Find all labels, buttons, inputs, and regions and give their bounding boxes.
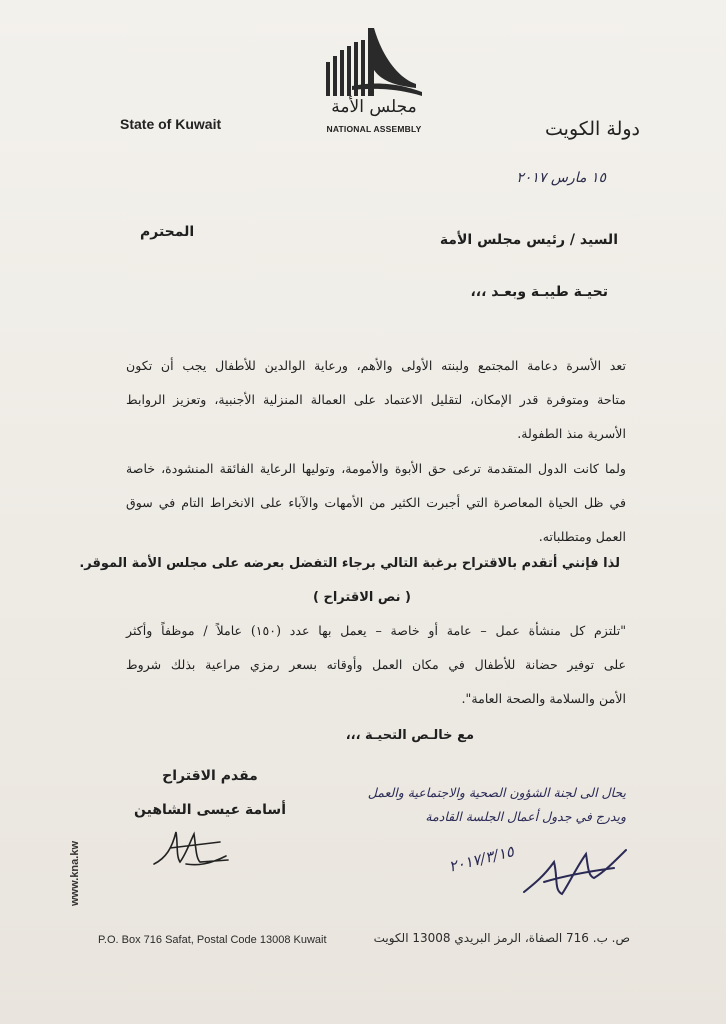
paragraph-2-line: ولما كانت الدول المتقدمة ترعى حق الأبوة والأمومة، وتوليها الرعاية الفائقة المنشودة، خاصة [126, 461, 626, 476]
footer-address-en: P.O. Box 716 Safat, Postal Code 13008 Kuwait [98, 934, 327, 946]
logo-english-text: NATIONAL ASSEMBLY [326, 124, 422, 134]
presenter-title: مقدم الاقتراح [162, 768, 258, 784]
presenter-name: أسامة عيسى الشاهين [134, 802, 286, 818]
respected-title: المحترم [140, 224, 195, 240]
letter-date: ١٥ مارس ٢٠١٧ [516, 170, 606, 186]
website-text: www.kna.kw [69, 840, 81, 906]
proposal-text [126, 614, 626, 716]
paragraph-1-line: تعد الأسرة دعامة المجتمع ولبنته الأولى والأهم، ورعاية الوالدين للأطفال يجب أن تكون [126, 358, 626, 373]
handwritten-date: ٢٠١٧/٣/١٥ [446, 842, 516, 876]
proposal-title: ( نص الاقتراح ) [313, 590, 411, 605]
speaker-signature [514, 832, 634, 904]
paragraph-2-line: في ظل الحياة المعاصرة التي أجبرت الكثير من الأمهات والآباء على الانخراط التام في سوق [126, 495, 626, 510]
proposal-text-line: الأمن والسلامة والصحة العامة". [461, 691, 626, 706]
proposal-request: لذا فإنني أتقدم بالاقتراح برغبة التالي برجاء التفضل بعرضه على مجلس الأمة الموقر. [79, 556, 620, 571]
handwritten-note-line: ويدرج في جدول أعمال الجلسة القادمة [425, 809, 626, 824]
paragraph-1-line: متاحة ومتوفرة قدر الإمكان، لتقليل الاعتماد على العمالة المنزلية الأجنبية، وتعزيز الروابط [126, 392, 626, 407]
paragraph-2-line: العمل ومتطلباته. [538, 529, 626, 544]
paragraph-1 [126, 349, 626, 451]
paragraph-2 [126, 452, 626, 554]
state-of-kuwait-en: State of Kuwait [120, 116, 222, 132]
footer-address-ar: ص. ب. 716 الصفاة، الرمز البريدي 13008 الكويت [373, 931, 630, 945]
logo-arabic-text: مجلس الأمة [331, 97, 417, 117]
closing-greeting: مع خالـص التحيـة ،،، [345, 728, 474, 743]
handwritten-note-line: يحال الى لجنة الشؤون الصحية والاجتماعية والعمل [367, 785, 626, 800]
national-assembly-logo [312, 26, 436, 138]
proposal-text-line: "تلتزم كل منشأة عمل – عامة أو خاصة – يعمل بها عدد (١٥٠) عاملاً / موظفاً وأكثر [126, 623, 626, 638]
proposal-text-line: على توفير حضانة للأطفال في مكان العمل وأوقاته بسعر رمزي مراعية بذلك شروط [126, 657, 626, 672]
presenter-signature [150, 824, 232, 870]
greeting: تحيـة طيبـة وبعـد ،،، [470, 284, 608, 300]
addressee: السيد / رئيس مجلس الأمة [439, 232, 618, 248]
website-vertical [54, 820, 94, 910]
state-of-kuwait-ar: دولة الكويت [545, 118, 640, 140]
paragraph-1-line: الأسرية منذ الطفولة. [517, 426, 626, 441]
